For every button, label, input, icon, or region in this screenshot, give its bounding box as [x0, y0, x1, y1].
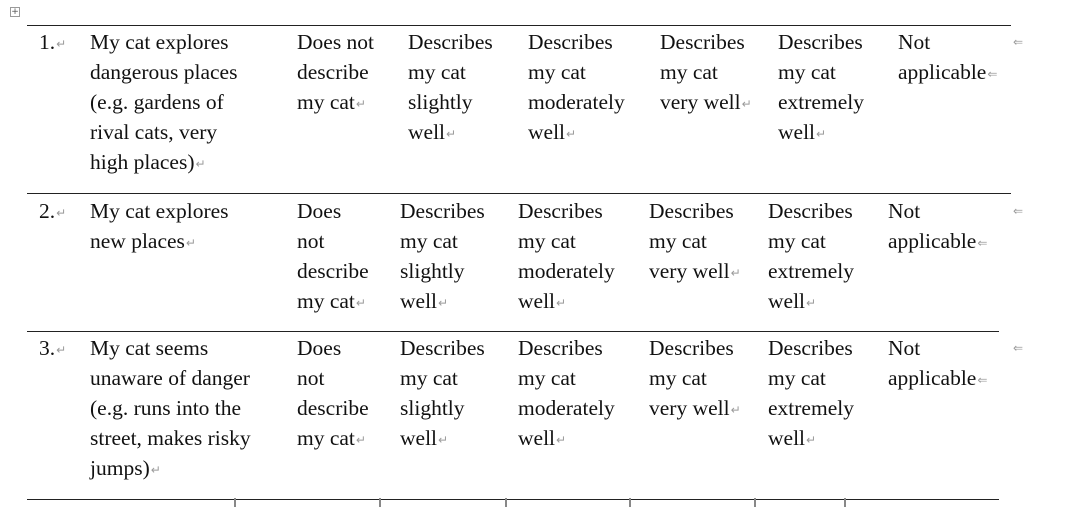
- cell-line: applicable⇐: [898, 60, 998, 84]
- option-moderately-well: [518, 333, 615, 455]
- option-slightly-well: [408, 27, 493, 149]
- cell-line: unaware of danger: [90, 366, 250, 390]
- paragraph-mark-icon: ↵: [438, 296, 449, 310]
- option-very-well: [649, 196, 741, 288]
- cell-line: my cat: [518, 366, 576, 390]
- cell-line: my cat: [768, 229, 826, 253]
- cell-line: extremely: [768, 396, 854, 420]
- paragraph-mark-icon: ↵: [56, 343, 67, 357]
- cell-line: my cat↵: [297, 90, 366, 114]
- cell-line: describe: [297, 396, 369, 420]
- cell-line: my cat: [408, 60, 466, 84]
- cell-line: Describes: [518, 336, 603, 360]
- cell-line: moderately: [518, 259, 615, 283]
- option-very-well: [649, 333, 741, 425]
- cell-line: high places)↵: [90, 150, 206, 174]
- paragraph-mark-icon: ⇐: [977, 236, 988, 250]
- cell-line: moderately: [518, 396, 615, 420]
- paragraph-mark-icon: ↵: [556, 296, 567, 310]
- cell-line: applicable⇐: [888, 366, 988, 390]
- paragraph-mark-icon: ↵: [355, 296, 366, 310]
- cell-line: not: [297, 229, 325, 253]
- cell-line: well↵: [778, 120, 827, 144]
- cell-line: very well↵: [649, 259, 741, 283]
- cell-line: 2.↵: [39, 199, 67, 223]
- cell-line: Describes: [408, 30, 493, 54]
- cell-line: extremely: [768, 259, 854, 283]
- item-number: [39, 27, 66, 59]
- row-2-top-border: [27, 193, 1011, 194]
- end-of-row-mark: ⇐: [1013, 35, 1024, 49]
- option-very-well: [660, 27, 752, 119]
- option-extremely-well: [778, 27, 864, 149]
- cell-line: my cat↵: [297, 289, 366, 313]
- cell-line: slightly: [400, 259, 465, 283]
- cell-line: well↵: [408, 120, 457, 144]
- end-of-row-mark: ⇐: [1013, 341, 1024, 355]
- cell-line: my cat: [660, 60, 718, 84]
- paragraph-mark-icon: ↵: [816, 127, 827, 141]
- cell-line: very well↵: [660, 90, 752, 114]
- statement-cell: [90, 333, 251, 485]
- cell-line: my cat: [400, 229, 458, 253]
- cell-line: street, makes risky: [90, 426, 251, 450]
- paragraph-mark-icon: ↵: [355, 433, 366, 447]
- end-of-row-mark: ⇐: [1013, 204, 1024, 218]
- cell-line: describe: [297, 60, 369, 84]
- paragraph-mark-icon: ↵: [730, 403, 741, 417]
- paragraph-mark-icon: ↵: [730, 266, 741, 280]
- cell-line: Describes: [778, 30, 863, 54]
- cell-line: very well↵: [649, 396, 741, 420]
- cell-line: extremely: [778, 90, 864, 114]
- item-number: [39, 196, 66, 228]
- cell-line: well↵: [518, 289, 567, 313]
- cell-line: (e.g. gardens of: [90, 90, 224, 114]
- cell-line: Describes: [528, 30, 613, 54]
- option-does-not-describe: [297, 196, 369, 318]
- option-does-not-describe: [297, 27, 374, 119]
- option-not-applicable: [888, 333, 987, 395]
- row-1-top-border: [27, 25, 1011, 26]
- cell-line: Not: [888, 199, 921, 223]
- paragraph-mark-icon: ↵: [150, 463, 161, 477]
- option-not-applicable: [888, 196, 987, 258]
- paragraph-mark-icon: ↵: [741, 97, 752, 111]
- item-number: [39, 333, 66, 365]
- cell-line: My cat seems: [90, 336, 209, 360]
- next-row-clipped: [0, 491, 1080, 507]
- paragraph-mark-icon: ↵: [806, 433, 817, 447]
- cell-line: dangerous places: [90, 60, 238, 84]
- paragraph-mark-icon: ↵: [355, 97, 366, 111]
- cell-line: well↵: [768, 289, 817, 313]
- option-extremely-well: [768, 196, 854, 318]
- cell-line: Describes: [400, 336, 485, 360]
- cell-line: my cat↵: [297, 426, 366, 450]
- paragraph-mark-icon: ↵: [438, 433, 449, 447]
- cell-line: Not: [898, 30, 931, 54]
- cell-line: my cat: [400, 366, 458, 390]
- cell-line: Describes: [518, 199, 603, 223]
- cell-line: Describes: [649, 336, 734, 360]
- cell-line: describe: [297, 259, 369, 283]
- cell-line: Does: [297, 336, 342, 360]
- paragraph-mark-icon: ↵: [56, 206, 67, 220]
- cell-line: Not: [888, 336, 921, 360]
- table-move-handle-icon[interactable]: +: [11, 7, 19, 17]
- cell-line: Does: [297, 199, 342, 223]
- statement-cell: [90, 196, 229, 258]
- paragraph-mark-icon: ⇐: [987, 67, 998, 81]
- row-3-top-border: [27, 331, 999, 332]
- cell-line: moderately: [528, 90, 625, 114]
- cell-line: my cat: [778, 60, 836, 84]
- paragraph-mark-icon: ↵: [195, 157, 206, 171]
- cell-line: Describes: [768, 336, 853, 360]
- cell-line: my cat: [528, 60, 586, 84]
- cell-line: well↵: [518, 426, 567, 450]
- cell-line: Does not: [297, 30, 375, 54]
- option-not-applicable: [898, 27, 997, 89]
- paragraph-mark-icon: ↵: [566, 127, 577, 141]
- statement-cell: [90, 27, 237, 179]
- cell-line: well↵: [400, 289, 449, 313]
- paragraph-mark-icon: ↵: [806, 296, 817, 310]
- cell-line: slightly: [400, 396, 465, 420]
- cell-line: Describes: [660, 30, 745, 54]
- cell-line: my cat: [518, 229, 576, 253]
- cell-line: My cat explores: [90, 30, 229, 54]
- cell-line: slightly: [408, 90, 473, 114]
- cell-line: rival cats, very: [90, 120, 218, 144]
- cell-line: new places↵: [90, 229, 196, 253]
- paragraph-mark-icon: ↵: [185, 236, 196, 250]
- option-moderately-well: [518, 196, 615, 318]
- cell-line: applicable⇐: [888, 229, 988, 253]
- cell-line: (e.g. runs into the: [90, 396, 242, 420]
- cell-line: well↵: [528, 120, 577, 144]
- cell-line: my cat: [649, 229, 707, 253]
- cell-line: well↵: [768, 426, 817, 450]
- paragraph-mark-icon: ↵: [56, 37, 67, 51]
- option-slightly-well: [400, 196, 485, 318]
- cell-line: My cat explores: [90, 199, 229, 223]
- cell-line: my cat: [649, 366, 707, 390]
- cell-line: jumps)↵: [90, 456, 161, 480]
- cell-line: Describes: [768, 199, 853, 223]
- option-moderately-well: [528, 27, 625, 149]
- paragraph-mark-icon: ↵: [446, 127, 457, 141]
- cell-line: 1.↵: [39, 30, 67, 54]
- cell-line: Describes: [400, 199, 485, 223]
- cell-line: my cat: [768, 366, 826, 390]
- cell-line: Describes: [649, 199, 734, 223]
- option-slightly-well: [400, 333, 485, 455]
- cell-line: not: [297, 366, 325, 390]
- option-does-not-describe: [297, 333, 369, 455]
- cell-line: 3.↵: [39, 336, 67, 360]
- cell-line: well↵: [400, 426, 449, 450]
- paragraph-mark-icon: ⇐: [977, 373, 988, 387]
- option-extremely-well: [768, 333, 854, 455]
- paragraph-mark-icon: ↵: [556, 433, 567, 447]
